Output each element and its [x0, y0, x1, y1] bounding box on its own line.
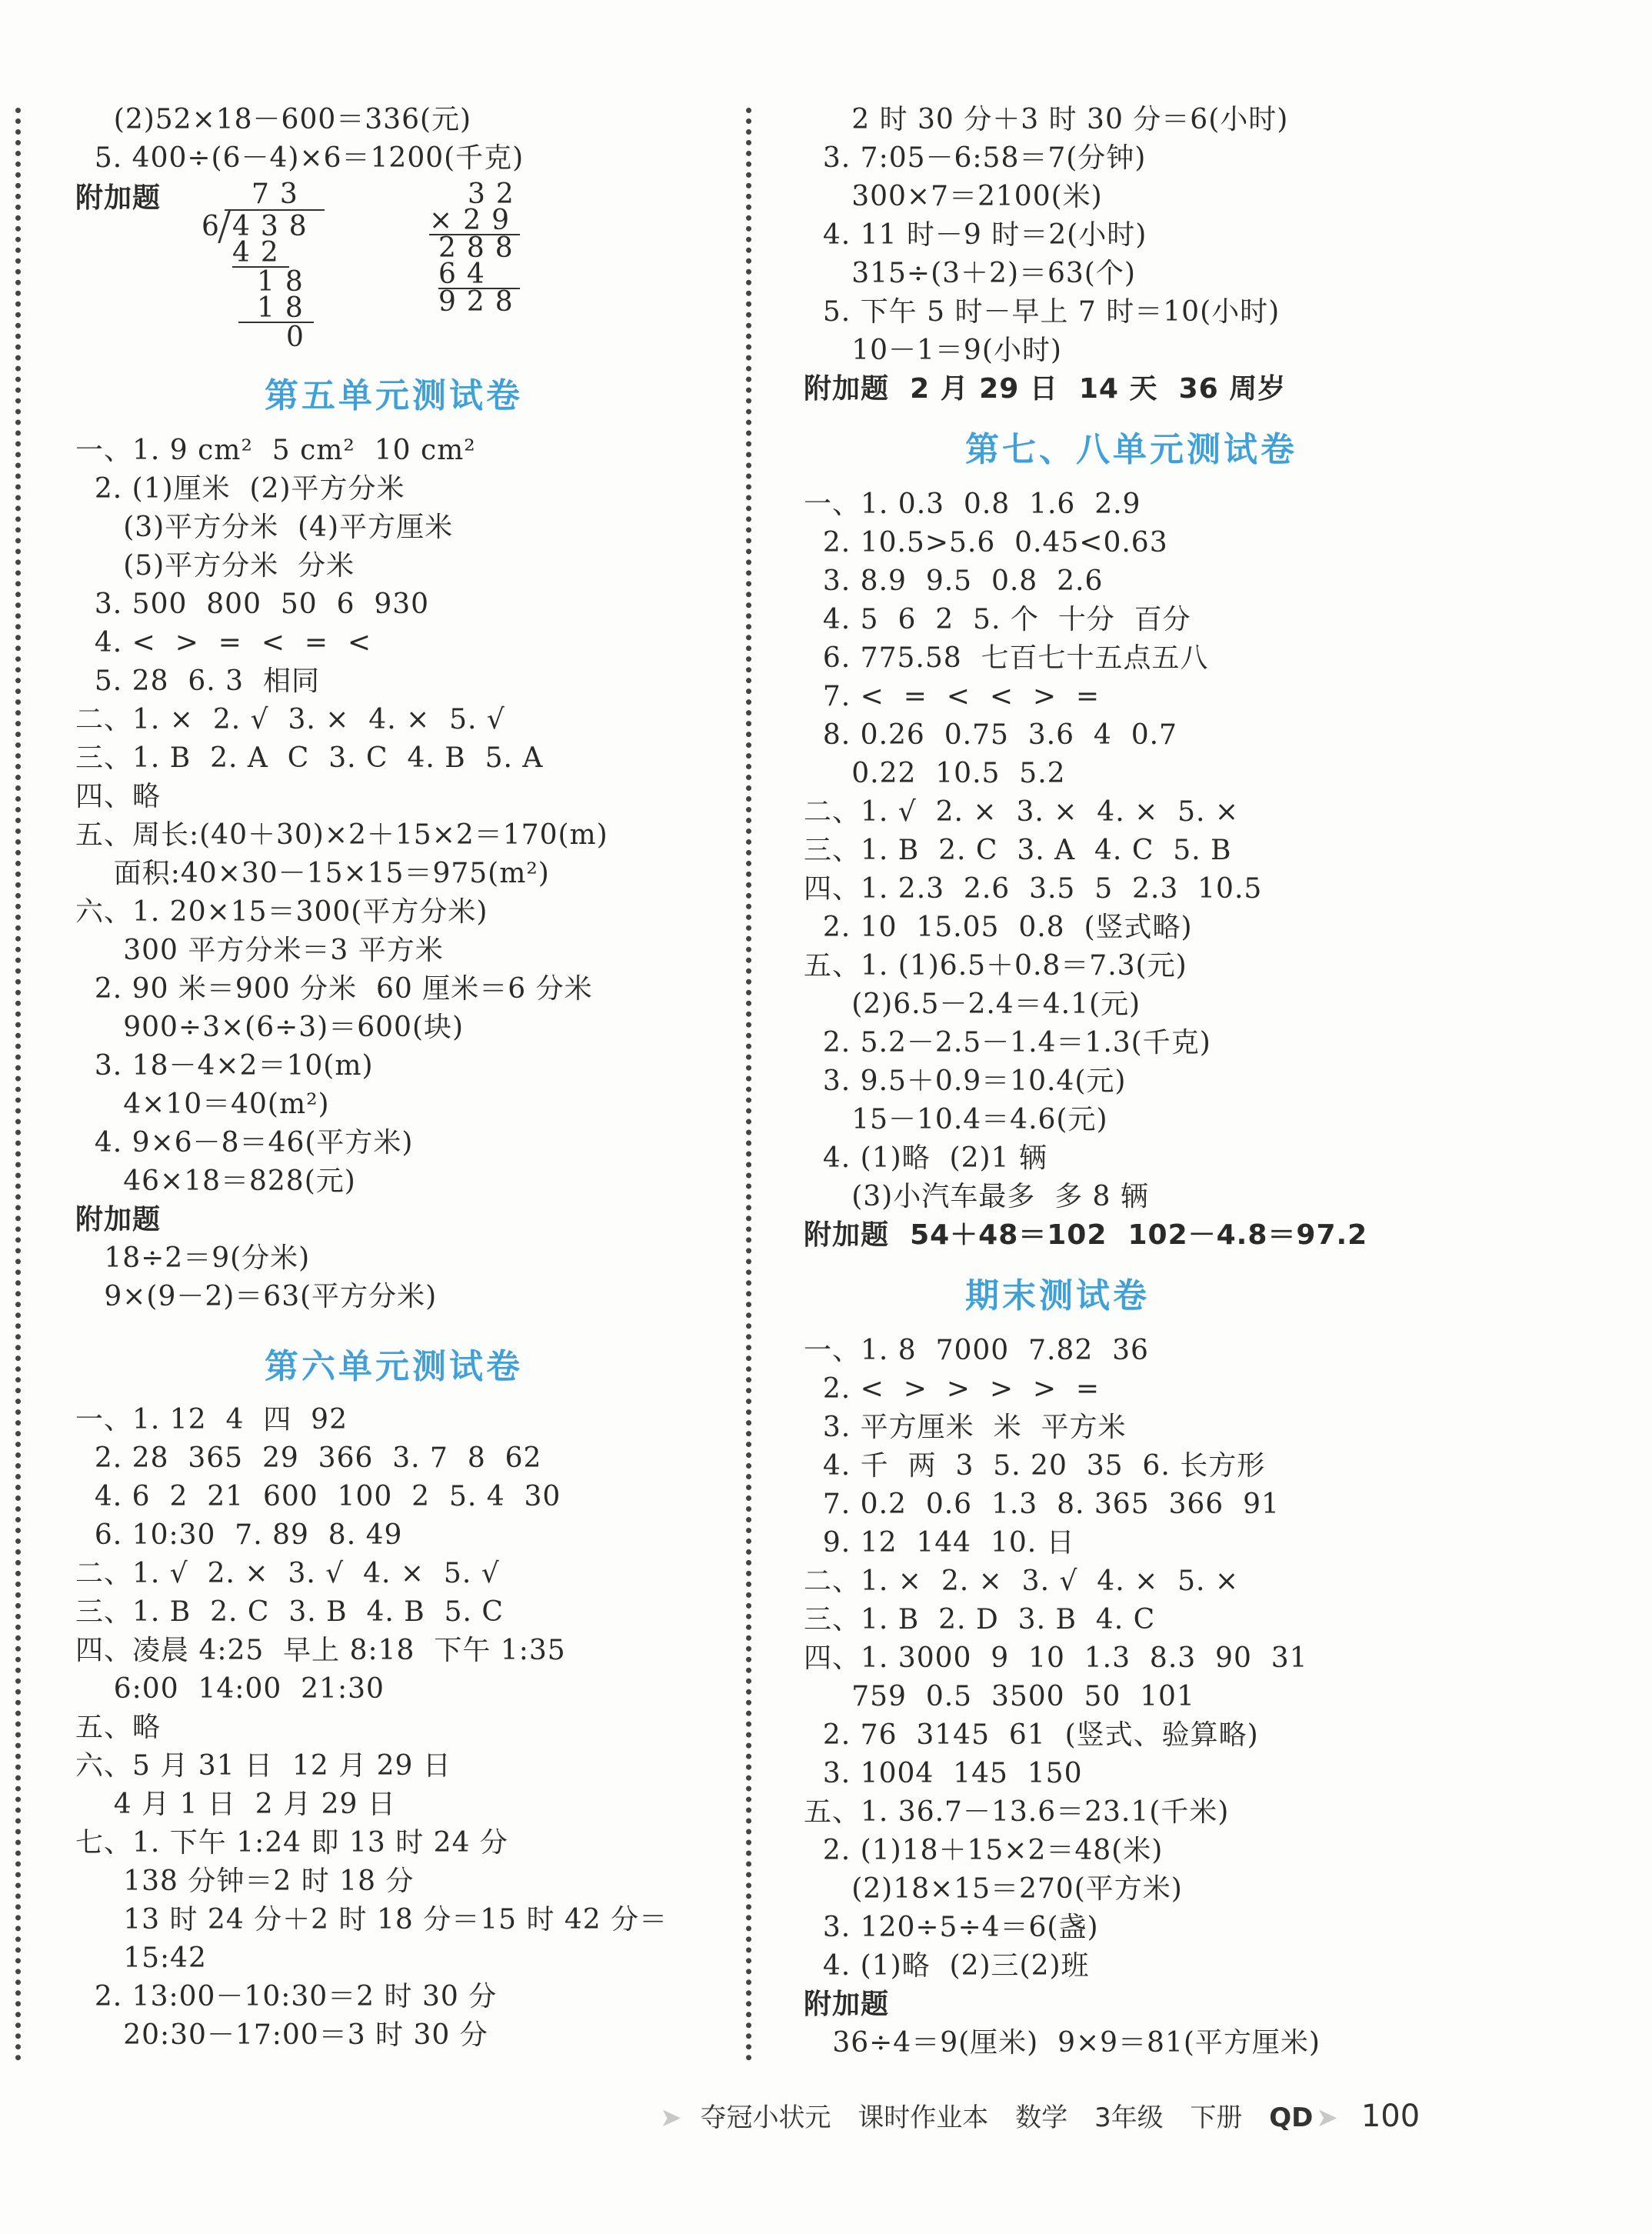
answer-line: 46×18＝828(元) — [75, 1165, 356, 1197]
footer-book: 课时作业本 — [858, 2102, 989, 2133]
answer-line: 10－1＝9(小时) — [804, 335, 1062, 366]
answer-line: 8. 0.26 0.75 3.6 4 0.7 — [804, 719, 1177, 751]
bonus-heading: 附加题 54＋48＝102 102－4.8＝97.2 — [804, 1219, 1368, 1251]
answer-line: (2)52×18－600＝336(元) — [75, 104, 472, 135]
partial-product-1: 288 — [438, 232, 524, 264]
answer-line: 7. < = < < > = — [804, 681, 1101, 712]
answer-line: 六、1. 20×15＝300(平方分米) — [75, 896, 488, 928]
arrow-icon: ➤ — [660, 2102, 682, 2133]
bonus-heading: 附加题 — [804, 1989, 890, 2020]
answer-line: 2 时 30 分＋3 时 30 分＝6(小时) — [804, 104, 1289, 135]
answer-line: 3. 1004 145 150 — [804, 1758, 1083, 1789]
answer-line: (3)小汽车最多 多 8 辆 — [804, 1181, 1149, 1212]
answer-line: 3. 平方厘米 米 平方米 — [804, 1412, 1127, 1443]
answer-line: 9×(9－2)＝63(平方分米) — [75, 1281, 438, 1312]
answer-line: 3. 7:05－6:58＝7(分钟) — [804, 142, 1147, 174]
answer-line: 2. (1)厘米 (2)平方分米 — [75, 473, 405, 505]
answer-line: 一、1. 8 7000 7.82 36 — [804, 1335, 1149, 1366]
answer-line: 四、1. 3000 9 10 1.3 8.3 90 31 — [804, 1642, 1308, 1674]
answer-line: 4. (1)略 (2)1 辆 — [804, 1142, 1047, 1174]
long-division — [202, 178, 325, 353]
answer-line: 五、周长:(40＋30)×2＋15×2＝170(m) — [75, 819, 608, 851]
bonus-heading: 附加题 — [75, 1204, 162, 1235]
bonus-heading: 附加题 2 月 29 日 14 天 36 周岁 — [804, 373, 1287, 405]
answer-line: 9. 12 144 10. 日 — [804, 1527, 1075, 1559]
answer-line: 3. 120÷5÷4＝6(盏) — [804, 1912, 1099, 1943]
answer-line: 5. 28 6. 3 相同 — [75, 665, 320, 697]
answer-line: 6. 10:30 7. 89 8. 49 — [75, 1519, 403, 1551]
answer-line: 三、1. B 2. C 3. A 4. C 5. B — [804, 835, 1232, 866]
division-step-2: 18 — [257, 266, 314, 298]
answer-line: 0.22 10.5 5.2 — [804, 758, 1066, 789]
answer-line: 三、1. B 2. D 3. B 4. C — [804, 1604, 1156, 1635]
answer-line: 3. 500 800 50 6 930 — [75, 589, 430, 620]
answer-line: 六、5 月 31 日 12 月 29 日 — [75, 1750, 451, 1782]
multiplier: ×29 — [429, 205, 520, 236]
answer-line: 3. 18－4×2＝10(m) — [75, 1050, 374, 1082]
answer-line: 2. 10.5>5.6 0.45<0.63 — [804, 527, 1168, 558]
answer-line: 300×7＝2100(米) — [804, 181, 1103, 212]
page-footer — [660, 2096, 1438, 2134]
answer-line: 5. 下午 5 时－早上 7 时＝10(小时) — [804, 296, 1281, 328]
answer-line: 2. 28 365 29 366 3. 7 8 62 — [75, 1442, 542, 1474]
answer-line: 6. 775.58 七百七十五点五八 — [804, 642, 1209, 674]
answer-line: 五、1. (1)6.5＋0.8＝7.3(元) — [804, 950, 1187, 982]
answer-line: 13 时 24 分＋2 时 18 分＝15 时 42 分＝ — [75, 1904, 668, 1936]
answer-line: 4. 5 6 2 5. 个 十分 百分 — [804, 604, 1191, 635]
answer-line: 二、1. × 2. √ 3. × 4. × 5. √ — [75, 704, 505, 735]
answer-line: 二、1. √ 2. × 3. × 4. × 5. × — [804, 796, 1240, 828]
center-dotted-divider — [746, 108, 751, 2062]
answer-line: 15:42 — [75, 1942, 207, 1974]
answer-line: 20:30－17:00＝3 时 30 分 — [75, 2019, 488, 2051]
answer-line: 15－10.4＝4.6(元) — [804, 1104, 1108, 1135]
answer-line: 4. (1)略 (2)三(2)班 — [804, 1950, 1090, 1982]
answer-line: 四、凌晨 4:25 早上 8:18 下午 1:35 — [75, 1635, 566, 1666]
answer-line: 2. 13:00－10:30＝2 时 30 分 — [75, 1981, 498, 2012]
division-underline-extend — [238, 322, 285, 323]
answer-line: 4. 千 两 3 5. 20 35 6. 长方形 — [804, 1450, 1266, 1482]
answer-line: (5)平方分米 分米 — [75, 550, 355, 582]
section-title: 第六单元测试卷 — [265, 1347, 523, 1386]
answer-line: 6:00 14:00 21:30 — [75, 1673, 385, 1705]
partial-product-2: 64 — [438, 262, 520, 289]
division-dividend: 438 — [232, 211, 318, 242]
answer-line: 138 分钟＝2 时 18 分 — [75, 1866, 415, 1897]
answer-line: 300 平方分米＝3 平方米 — [75, 935, 444, 966]
left-margin-dotted-line — [15, 108, 21, 2062]
answer-line: (2)6.5－2.4＝4.1(元) — [804, 989, 1141, 1020]
answer-line: 3. 8.9 9.5 0.8 2.6 — [804, 565, 1104, 597]
section-title: 第五单元测试卷 — [265, 376, 523, 415]
footer-subject: 数学 — [1015, 2102, 1068, 2133]
division-step-3: 18 — [257, 292, 314, 324]
answer-line: 5. 400÷(6－4)×6＝1200(千克) — [75, 142, 525, 174]
answer-line: 2. (1)18＋15×2＝48(米) — [804, 1835, 1164, 1866]
page-number: 100 — [1361, 2099, 1421, 2134]
answer-line: 七、1. 下午 1:24 即 13 时 24 分 — [75, 1827, 508, 1859]
answer-line: 36÷4＝9(厘米) 9×9＝81(平方厘米) — [804, 2027, 1321, 2059]
answer-line: 315÷(3＋2)＝63(个) — [804, 258, 1136, 289]
answer-line: 三、1. B 2. A C 3. C 4. B 5. A — [75, 742, 544, 774]
section-title: 第七、八单元测试卷 — [965, 430, 1297, 469]
vertical-multiplication — [429, 178, 529, 328]
division-quotient: 73 — [251, 178, 308, 210]
answer-line: 二、1. × 2. × 3. √ 4. × 5. × — [804, 1565, 1240, 1597]
answer-line: (3)平方分米 (4)平方厘米 — [75, 512, 454, 543]
division-divisor: 6 — [202, 211, 230, 242]
answer-line: 4. < > = < = < — [75, 627, 372, 659]
section-title: 期末测试卷 — [965, 1276, 1150, 1315]
answer-line: (2)18×15＝270(平方米) — [804, 1873, 1183, 1905]
arrow-icon: ➤ — [1316, 2102, 1338, 2133]
answer-line: 759 0.5 3500 50 101 — [804, 1681, 1195, 1712]
answer-line: 2. 10 15.05 0.8 (竖式略) — [804, 912, 1193, 943]
answer-line: 4 月 1 日 2 月 29 日 — [75, 1789, 396, 1820]
footer-edition: QD — [1269, 2102, 1314, 2133]
answer-line: 一、1. 0.3 0.8 1.6 2.9 — [804, 488, 1141, 520]
bonus-heading: 附加题 — [75, 182, 162, 214]
answer-line: 4. 11 时－9 时＝2(小时) — [804, 219, 1147, 251]
answer-line: 2. 76 3145 61 (竖式、验算略) — [804, 1719, 1259, 1751]
answer-line: 四、1. 2.3 2.6 3.5 5 2.3 10.5 — [804, 873, 1263, 905]
answer-line: 五、略 — [75, 1712, 162, 1743]
division-remainder: 0 — [286, 322, 315, 353]
footer-grade: 3年级 — [1094, 2102, 1164, 2133]
answer-line: 面积:40×30－15×15＝975(m²) — [75, 858, 550, 889]
answer-line: 4×10＝40(m²) — [75, 1089, 330, 1120]
answer-line: 900÷3×(6÷3)＝600(块) — [75, 1012, 465, 1043]
answer-line: 2. < > > > > = — [804, 1373, 1101, 1405]
answer-line: 三、1. B 2. C 3. B 4. B 5. C — [75, 1596, 504, 1628]
multiplicand: 32 — [468, 178, 525, 210]
answer-line: 4. 9×6－8＝46(平方米) — [75, 1127, 414, 1159]
answer-line: 2. 5.2－2.5－1.4＝1.3(千克) — [804, 1027, 1211, 1059]
answer-line: 一、1. 12 4 四 92 — [75, 1404, 348, 1435]
answer-line: 一、1. 9 cm² 5 cm² 10 cm² — [75, 435, 476, 466]
answer-line: 五、1. 36.7－13.6＝23.1(千米) — [804, 1796, 1230, 1828]
answer-line: 2. 90 米＝900 分米 60 厘米＝6 分米 — [75, 973, 593, 1005]
footer-brand: 夺冠小状元 — [700, 2102, 831, 2133]
answer-line: 7. 0.2 0.6 1.3 8. 365 366 91 — [804, 1489, 1280, 1520]
answer-line: 18÷2＝9(分米) — [75, 1242, 311, 1274]
answer-line: 二、1. √ 2. × 3. √ 4. × 5. √ — [75, 1558, 500, 1589]
division-step-1: 42 — [232, 237, 289, 268]
footer-volume: 下册 — [1190, 2102, 1243, 2133]
answer-line: 4. 6 2 21 600 100 2 5. 4 30 — [75, 1481, 561, 1512]
answer-line: 四、略 — [75, 781, 162, 812]
answer-line: 3. 9.5＋0.9＝10.4(元) — [804, 1065, 1127, 1097]
product: 928 — [438, 286, 524, 318]
